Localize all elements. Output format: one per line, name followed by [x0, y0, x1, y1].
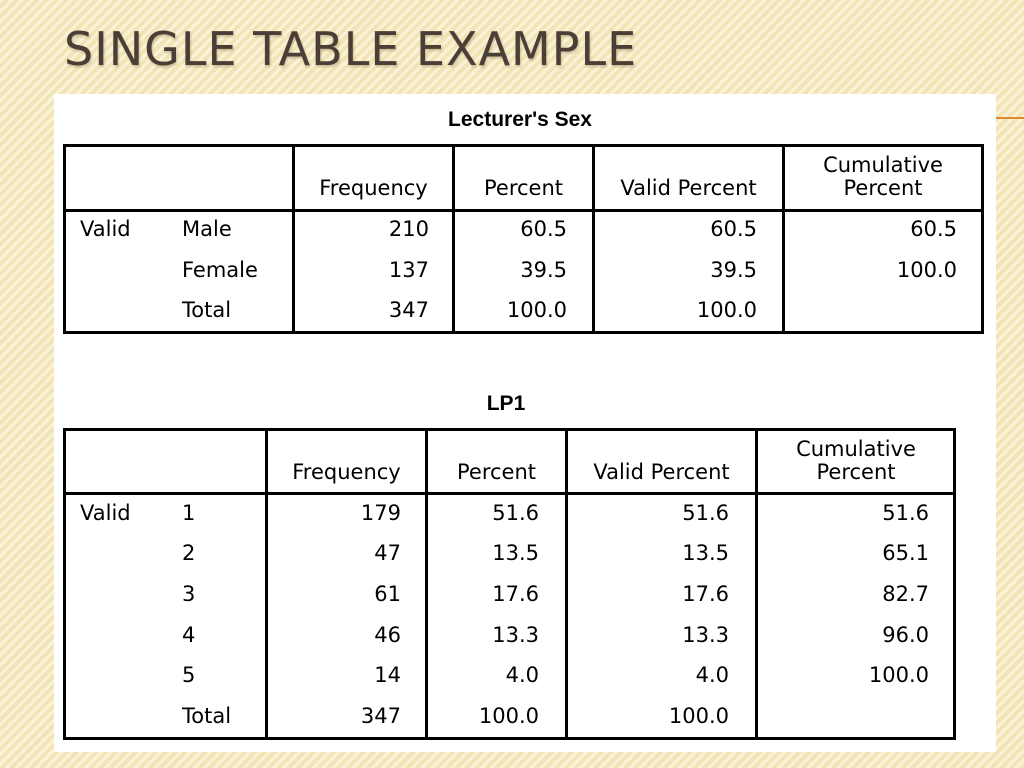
percent-value: 17.6	[492, 582, 539, 606]
divider	[66, 492, 953, 495]
valid-percent-value: 60.5	[710, 217, 757, 241]
percent-value: 4.0	[505, 663, 539, 687]
row-label: 4	[182, 623, 196, 647]
divider	[592, 147, 595, 331]
row-label: Male	[182, 217, 232, 241]
frequency-table-lp1	[63, 428, 956, 740]
valid-percent-value: 51.6	[682, 501, 729, 525]
column-header-cumulative: Cumulative	[823, 153, 943, 177]
slide-title: SINGLE TABLE EXAMPLE	[64, 22, 638, 76]
row-label: 3	[182, 582, 196, 606]
cumulative-percent-value: 51.6	[882, 501, 929, 525]
frequency-value: 14	[374, 663, 401, 687]
table-caption-lp1: LP1	[486, 392, 526, 415]
divider	[66, 209, 981, 212]
percent-value: 60.5	[520, 217, 567, 241]
percent-value: 100.0	[506, 298, 567, 322]
percent-value: 13.5	[492, 541, 539, 565]
cumulative-percent-value: 82.7	[882, 582, 929, 606]
row-group-label: Valid	[80, 217, 131, 241]
accent-line	[996, 117, 1024, 119]
row-label: 2	[182, 541, 196, 565]
frequency-value: 210	[388, 217, 429, 241]
frequency-value: 47	[374, 541, 401, 565]
row-label: Total	[182, 298, 232, 322]
valid-percent-value: 100.0	[668, 704, 729, 728]
column-header-cumulative-percent: Percent	[816, 460, 896, 484]
column-header-frequency: Frequency	[292, 460, 401, 484]
valid-percent-value: 13.3	[682, 623, 729, 647]
frequency-value: 347	[360, 704, 401, 728]
percent-value: 100.0	[478, 704, 539, 728]
cumulative-percent-value: 65.1	[882, 541, 929, 565]
row-label: Total	[182, 704, 232, 728]
frequency-value: 347	[388, 298, 429, 322]
valid-percent-value: 39.5	[710, 258, 757, 282]
cumulative-percent-value: 100.0	[868, 663, 929, 687]
frequency-value: 179	[360, 501, 401, 525]
divider	[452, 147, 455, 331]
percent-value: 51.6	[492, 501, 539, 525]
column-header-cumulative-percent: Percent	[843, 176, 923, 200]
valid-percent-value: 100.0	[696, 298, 757, 322]
column-header-valid-percent: Valid Percent	[620, 176, 757, 200]
frequency-value: 137	[388, 258, 429, 282]
column-header-valid-percent: Valid Percent	[593, 460, 730, 484]
frequency-table-lecturers-sex	[63, 144, 984, 334]
row-group-label: Valid	[80, 501, 131, 525]
row-label: 5	[182, 663, 196, 687]
valid-percent-value: 13.5	[682, 541, 729, 565]
cumulative-percent-value: 60.5	[910, 217, 957, 241]
column-header-percent: Percent	[456, 460, 537, 484]
row-label: 1	[182, 501, 196, 525]
frequency-value: 46	[374, 623, 401, 647]
cumulative-percent-value: 96.0	[882, 623, 929, 647]
row-label: Female	[182, 258, 258, 282]
column-header-percent: Percent	[483, 176, 564, 200]
column-header-frequency: Frequency	[319, 176, 428, 200]
valid-percent-value: 4.0	[695, 663, 729, 687]
table-caption-lecturers-sex: Lecturer's Sex	[448, 108, 592, 131]
percent-value: 13.3	[492, 623, 539, 647]
frequency-value: 61	[374, 582, 401, 606]
cumulative-percent-value: 100.0	[896, 258, 957, 282]
divider	[292, 147, 295, 331]
percent-value: 39.5	[520, 258, 567, 282]
column-header-cumulative: Cumulative	[796, 437, 916, 461]
valid-percent-value: 17.6	[682, 582, 729, 606]
